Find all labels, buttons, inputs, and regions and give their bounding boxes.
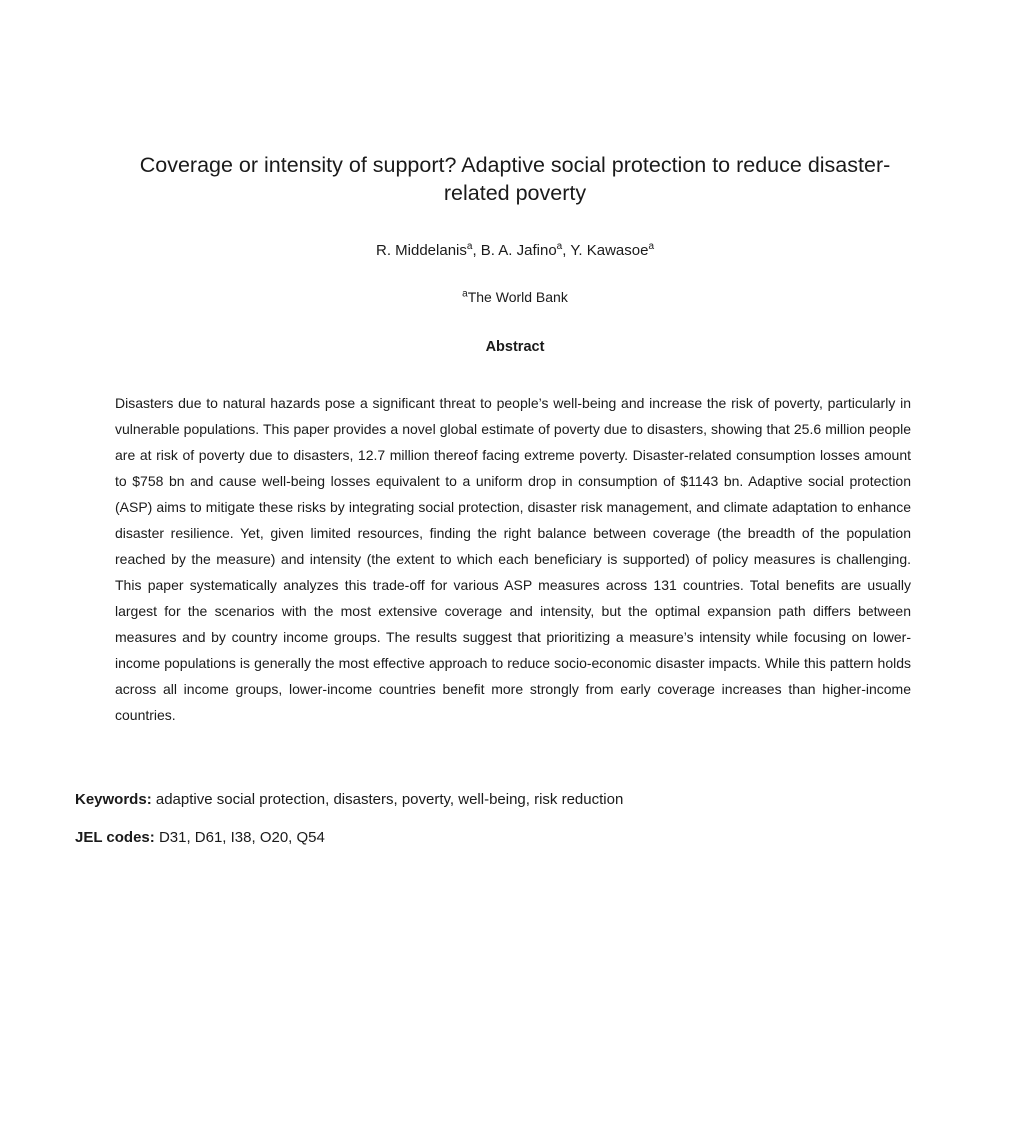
author-name: R. Middelanis: [376, 242, 467, 259]
author-separator: ,: [562, 242, 571, 259]
author: [376, 242, 481, 259]
affiliation-mark: a: [462, 288, 468, 300]
author-affiliation-mark: a: [648, 241, 654, 252]
paper-title: [0, 151, 1030, 207]
jel-codes-label: JEL codes:: [75, 829, 155, 846]
abstract-text: Disasters due to natural hazards pose a significant threat to people’s well-being and increase the risk of poverty, particularly in vulnerable populations. This paper provides a novel global estimate of poverty due to disasters, showing that 25.6 million people are at risk of poverty due to disasters, 12.7 million thereof facing extreme poverty. Disaster-related consumption losses amount to $758 bn and cause well-being losses equivalent to a uniform drop in consumption of $1143 bn. Adaptive social protection (ASP) aims to mitigate these risks by integrating social protection, disaster risk management, and climate adaptation to enhance disaster resilience. Yet, given limited resources, finding the right balance between coverage (the breadth of the population reached by the measure) and intensity (the extent to which each beneficiary is supported) of policy measures is challenging. This paper systematically analyzes this trade-off for various ASP measures across 131 countries. Total benefits are usually largest for the scenarios with the most extensive coverage and intensity, but the optimal expansion path differs between measures and by country income groups. The results suggest that prioritizing a measure’s intensity while focusing on lower-income populations is generally the most effective approach to reduce socio-economic disaster impacts. While this pattern holds across all income groups, lower-income countries benefit more strongly from early coverage increases than higher-income countries.: [115, 395, 911, 723]
author-name: Y. Kawasoe: [570, 242, 649, 259]
jel-codes-line: [75, 828, 325, 847]
jel-codes-value: D31, D61, I38, O20, Q54: [158, 829, 325, 846]
affiliation-line: [0, 288, 1030, 306]
author-separator: ,: [472, 242, 481, 259]
author: [481, 242, 571, 259]
keywords-line: [75, 790, 623, 809]
author-line: [0, 241, 1030, 260]
author-affiliation-mark: a: [466, 241, 473, 252]
keywords-value: adaptive social protection, disasters, poverty, well-being, risk reduction: [155, 791, 624, 808]
keywords-label: Keywords:: [75, 791, 152, 808]
affiliation-name: The World Bank: [467, 289, 568, 305]
paper-title-text: Coverage or intensity of support? Adaptive social protection to reduce disaster-related poverty: [139, 153, 891, 205]
author: [570, 242, 654, 259]
abstract-heading: Abstract: [485, 339, 545, 355]
author-affiliation-mark: a: [556, 241, 563, 252]
author-name: B. A. Jafino: [480, 242, 557, 259]
